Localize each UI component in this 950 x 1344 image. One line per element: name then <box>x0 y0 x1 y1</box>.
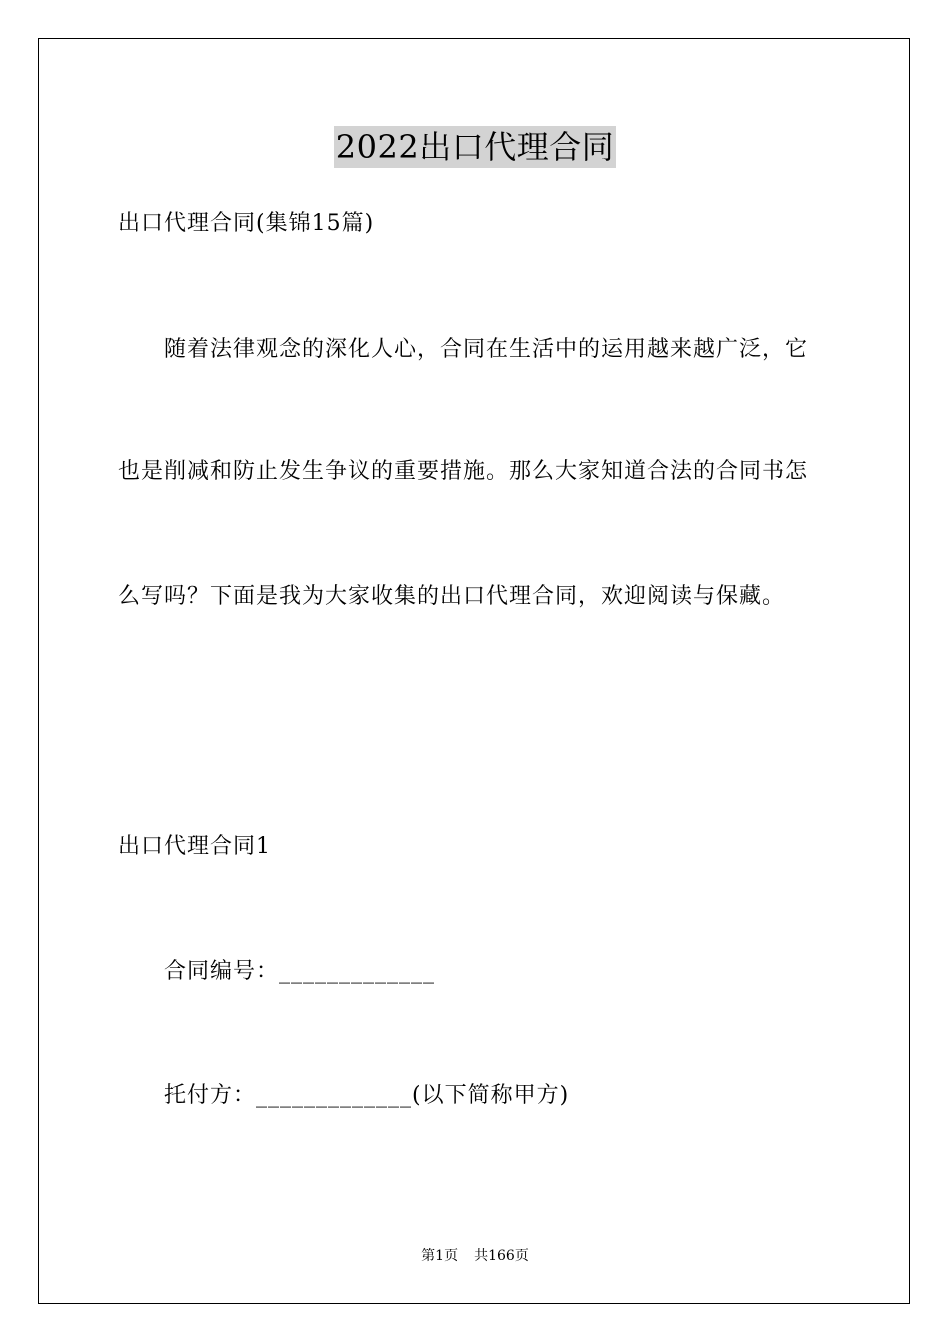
document-subtitle: 出口代理合同(集锦15篇) <box>118 211 375 236</box>
page-current: 第1页 <box>421 1248 459 1264</box>
page-footer <box>0 1246 950 1266</box>
section-heading: 出口代理合同1 <box>118 834 271 859</box>
intro-line-3: 么写吗？下面是我为大家收集的出口代理合同，欢迎阅读与保藏。 <box>118 584 786 609</box>
contract-number-field: 合同编号：_____________ <box>164 959 436 984</box>
consignor-field: 托付方：_____________(以下简称甲方) <box>164 1083 570 1108</box>
intro-line-1: 随着法律观念的深化人心，合同在生活中的运用越来越广泛，它 <box>164 337 809 362</box>
page-total: 共166页 <box>474 1248 529 1264</box>
document-title: 2022出口代理合同 <box>335 128 615 166</box>
intro-line-2: 也是削减和防止发生争议的重要措施。那么大家知道合法的合同书怎 <box>118 459 809 484</box>
title-container <box>0 126 950 168</box>
